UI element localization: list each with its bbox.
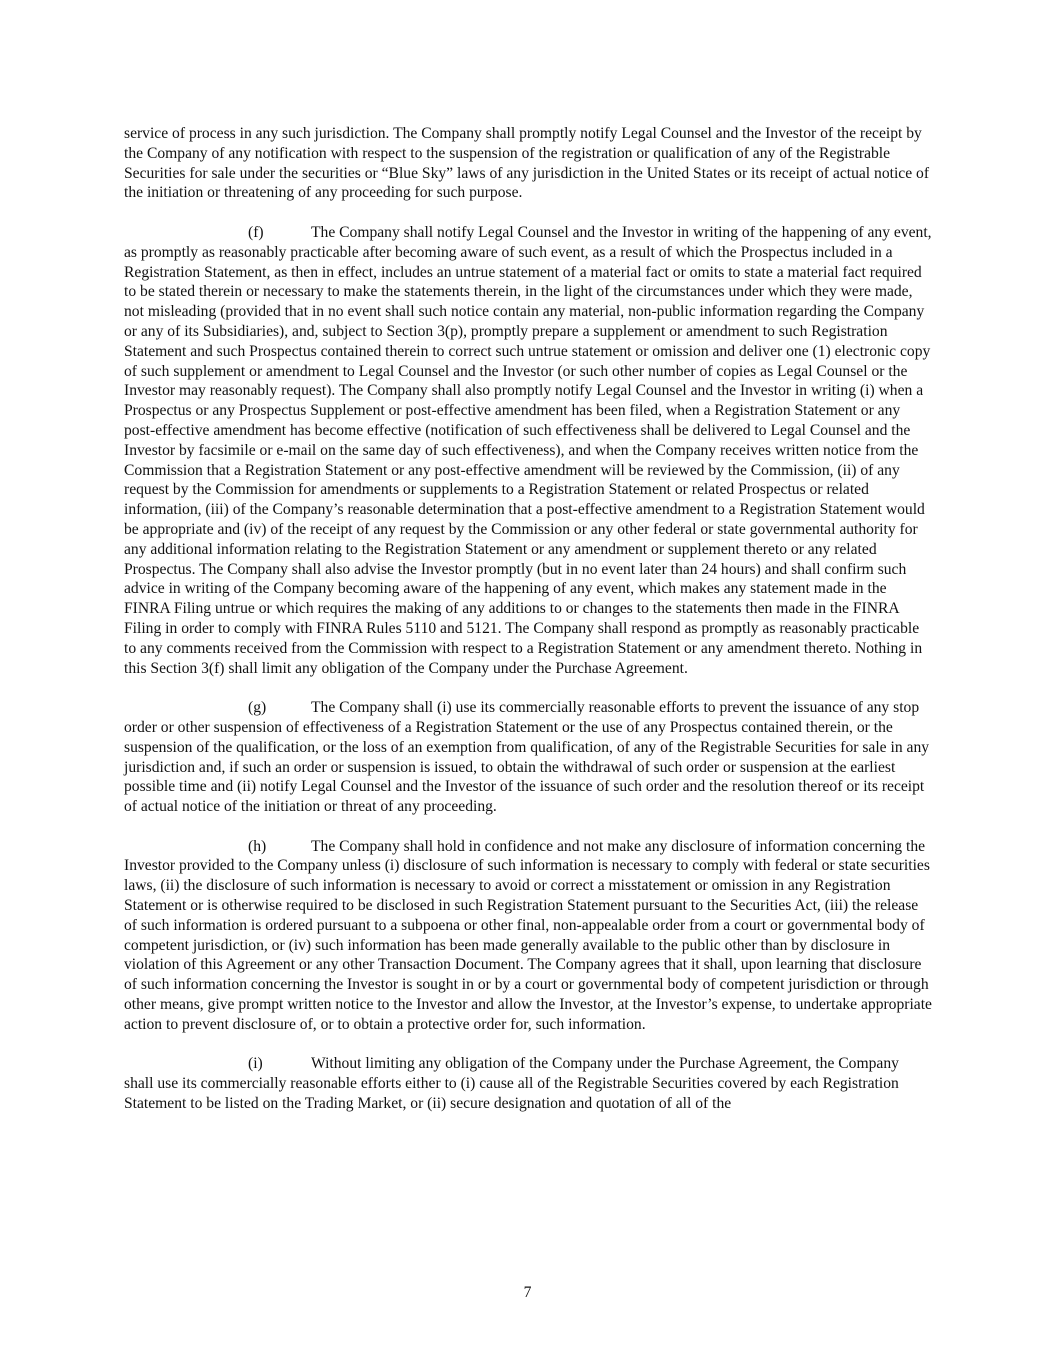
paragraph-text: The Company shall notify Legal Counsel and the Investor in writing of the happening of any event, as promptly as reasonably practicable after becoming aware of such event, as a result of which the Prospectus included in a Registration Statement, as then in effect, includes an untrue statement of a material fact or omits to state a material fact required to be stated therein or necessary to make the statements therein, in the light of the circumstances under which they were made, not misleading (provided that in no event shall such notice contain any material, non-public information regarding the Company or any of its Subsidiaries), and, subject to Section 3(p), promptly prepare a supplement or amendment to such Registration Statement and such Prospectus contained therein to correct such untrue statement or omission and deliver one (1) electronic copy of such supplement or amendment to Legal Counsel and the Investor (or such other number of copies as Legal Counsel or the Investor may reasonably request). The Company shall also promptly notify Legal Counsel and the Investor in writing (i) when a Prospectus or any Prospectus Supplement or post-effective amendment has been filed, when a Registration Statement or any post-effective amendment has become effective (notification of such effectiveness shall be delivered to Legal Counsel and the Investor by facsimile or e-mail on the same day of such effectiveness), and when the Company receives written notice from the Commission that a Registration Statement or any post-effective amendment will be reviewed by the Commission, (ii) of any request by the Commission for amendments or supplements to a Registration Statement or related Prospectus or related information, (iii) of the Company’s reasonable determination that a post-effective amendment to a Registration Statement would be appropriate and (iv) of the receipt of any request by the Commission or any other federal or state governmental authority for any additional information relating to the Registration Statement or any amendment or supplement thereto or any related Prospectus. The Company shall also advise the Investor promptly (but in no event later than 24 hours) and shall confirm such advice in writing of the Company becoming aware of the happening of any event, which makes any statement made in the FINRA Filing untrue or which requires the making of any additions to or changes to the statements then made in the FINRA Filing in order to comply with FINRA Rules 5110 and 5121. The Company shall respond as promptly as reasonably practicable to any comments received from the Commission with respect to a Registration Statement or any amendment thereto. Nothing in this Section 3(f) shall limit any obligation of the Company under the Purchase Agreement. (124, 223, 932, 677)
section-label-h: (h) (248, 837, 267, 855)
paragraph-text: Without limiting any obligation of the Company under the Purchase Agreement, the Company shall use its commercially reasonable efforts either to (i) cause all of the Registrable Securities covered by each Registration Statement to be listed on the Trading Market, or (ii) secure designation and quotation of all of the (124, 1055, 899, 1113)
section-label-f: (f) (248, 223, 264, 241)
document-page (124, 124, 932, 1134)
page-number: 7 (523, 1284, 532, 1301)
paragraph-text: The Company shall (i) use its commercially reasonable efforts to prevent the issuance of any stop order or other suspension of effectiveness of a Registration Statement or the use of any Prospectus contained therein, or the suspension of the qualification, or the loss of an exemption from qualification, of any of the Registrable Securities for sale in any jurisdiction and, if such an order or suspension is issued, to obtain the withdrawal of such order or suspension at the earliest possible time and (ii) notify Legal Counsel and the Investor of the issuance of such order and the resolution thereof or its receipt of actual notice of the initiation or threat of any proceeding. (124, 699, 930, 816)
paragraph-section-f (124, 223, 932, 678)
section-label-i: (i) (248, 1055, 263, 1073)
paragraph-text: The Company shall hold in confidence and not make any disclosure of information concerning the Investor provided to the Company unless (i) disclosure of such information is necessary to comply with federal or state securities laws, (ii) the disclosure of such information is necessary to avoid or correct a misstatement or omission in any Registration Statement or is otherwise required to be disclosed in such Registration Statement pursuant to the Securities Act, (iii) the release of such information is ordered pursuant to a subpoena or other final, non-appealable order from a court or governmental body of competent jurisdiction, or (iv) such information has been made generally available to the public other than by disclosure in violation of this Agreement or any other Transaction Document. The Company agrees that it shall, upon learning that disclosure of such information concerning the Investor is sought in or by a court or governmental body of competent jurisdiction or through other means, give prompt written notice to the Investor and allow the Investor, at the Investor’s expense, to undertake appropriate action to prevent disclosure of, or to obtain a protective order for, such information. (124, 837, 932, 1033)
section-label-g: (g) (248, 699, 267, 717)
paragraph-section-g (124, 698, 932, 817)
paragraph-section-h (124, 837, 932, 1035)
paragraph-continuation (124, 124, 932, 203)
paragraph-text: service of process in any such jurisdiction. The Company shall promptly notify Legal Counsel and the Investor of the receipt by the Company of any notification with respect to the suspension of the registration or qualification of any of the Registrable Securities for sale under the securities or “Blue Sky” laws of any jurisdiction in the United States or its receipt of actual notice of the initiation or threatening of any proceeding for such purpose. (124, 125, 930, 202)
paragraph-section-i (124, 1054, 932, 1113)
